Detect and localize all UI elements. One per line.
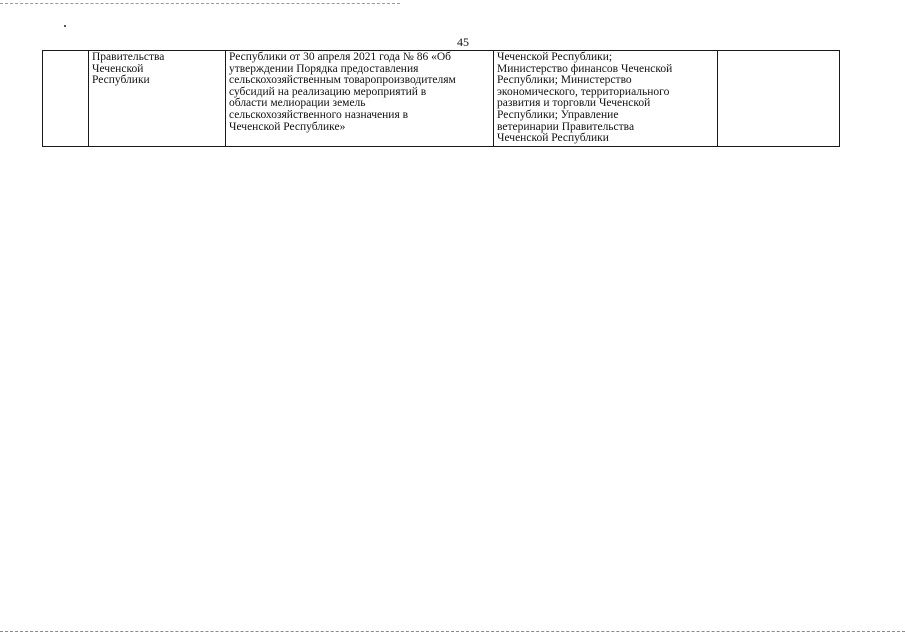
document-table bbox=[42, 50, 840, 147]
table-cell-issuer bbox=[89, 51, 226, 147]
cell-line: Чеченской bbox=[92, 62, 144, 75]
cell-line: развития и торговли Чеченской bbox=[497, 97, 651, 110]
cell-line: области мелиорации земель bbox=[229, 97, 366, 110]
table-row bbox=[43, 51, 840, 147]
cell-line: Республики; Министерство bbox=[497, 74, 632, 87]
table-cell-notes bbox=[718, 51, 840, 147]
cell-line: Министерство финансов Чеченской bbox=[497, 62, 673, 75]
cell-line: экономического, территориального bbox=[497, 85, 670, 98]
cell-line: ветеринарии Правительства bbox=[497, 120, 635, 133]
cell-line: Правительства bbox=[92, 51, 165, 63]
cell-line: сельскохозяйственного назначения в bbox=[229, 108, 409, 121]
cell-line: Чеченской Республики; bbox=[497, 51, 613, 63]
cell-line: утверждении Порядка предоставления bbox=[229, 62, 419, 75]
cell-line: Чеченской Республике» bbox=[229, 120, 346, 133]
scan-artifact-dot bbox=[64, 25, 66, 27]
cell-line: Республики; Управление bbox=[497, 108, 619, 121]
table-cell-responsible bbox=[494, 51, 718, 147]
table-cell-number bbox=[43, 51, 89, 147]
cell-line: Чеченской Республики bbox=[497, 132, 609, 145]
cell-line: сельскохозяйственным товаропроизводителям bbox=[229, 74, 456, 87]
cell-line: Республики bbox=[92, 74, 150, 87]
page-number: 45 bbox=[457, 35, 469, 49]
scan-artifact-top bbox=[0, 3, 400, 4]
cell-line: субсидий на реализацию мероприятий в bbox=[229, 85, 427, 98]
table-cell-document bbox=[226, 51, 494, 147]
cell-line: Республики от 30 апреля 2021 года № 86 «Об bbox=[229, 51, 451, 63]
scan-artifact-bottom bbox=[0, 631, 905, 632]
